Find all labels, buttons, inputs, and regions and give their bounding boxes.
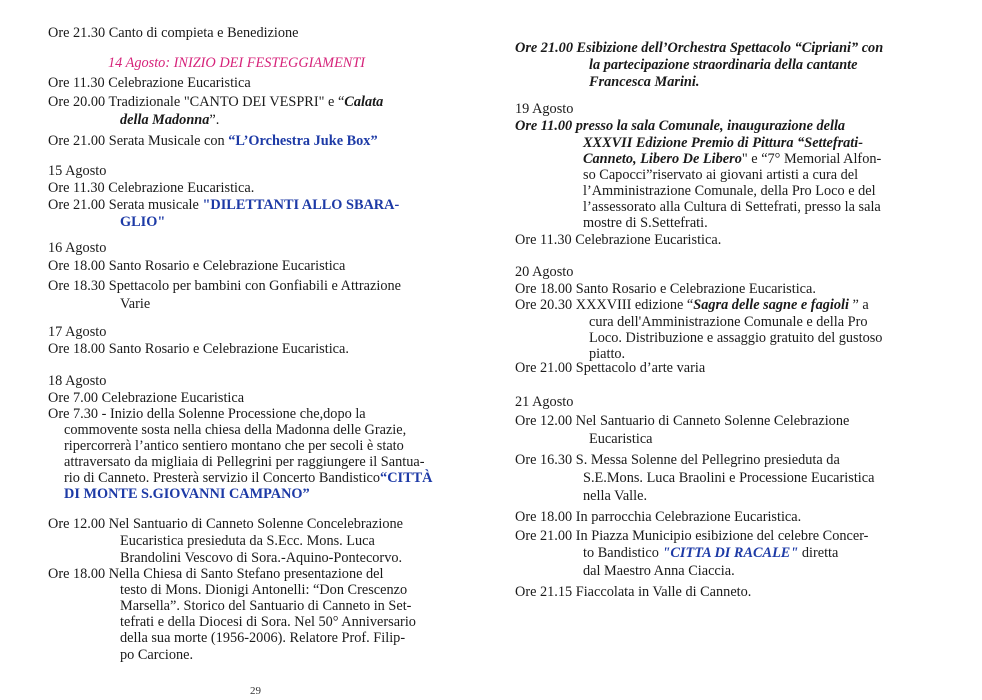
text-segment: Serata musicale: [105, 197, 203, 213]
right-text-line: [515, 232, 721, 249]
right-text-line: [583, 135, 863, 152]
right-text-line: [515, 118, 845, 135]
text-segment: po Carcione.: [120, 647, 194, 663]
text-segment: testo di Mons. Dionigi Antonelli: “Don Crescenzo: [120, 582, 408, 598]
right-text-line: [583, 470, 874, 487]
left-text-line: [64, 470, 432, 487]
text-segment: GLIO": [120, 214, 166, 230]
text-segment: Ore 11.30: [48, 180, 105, 196]
text-segment: 15 Agosto: [48, 163, 107, 179]
left-text-line: [48, 278, 401, 295]
text-segment: Ore 11.30: [48, 75, 105, 91]
left-text-line: [48, 516, 403, 533]
text-segment: Canneto, Libero De Libero: [583, 151, 742, 167]
text-segment: Francesca Marini.: [589, 74, 700, 90]
left-text-line: [120, 112, 219, 129]
text-segment: Ore 11.00 presso la sala Comunale, inaugurazione della: [515, 118, 846, 134]
text-segment: Loco. Distribuzione e assaggio gratuito del gustoso: [589, 330, 883, 346]
right-text-line: [583, 545, 838, 562]
text-segment: CANTO DEI VESPRI: [189, 94, 319, 110]
text-segment: “7° Memorial Alfon-: [761, 151, 882, 167]
text-segment: commovente sosta nella chiesa della Madonna delle Grazie,: [64, 422, 407, 438]
text-segment: Canto di compieta e Benedizione: [105, 25, 299, 41]
text-segment: Mons. Luca Braolini: [606, 470, 726, 486]
text-segment: Ore 7.30 -: [48, 406, 107, 422]
text-segment: 19 Agosto: [515, 101, 574, 117]
right-text-line: [515, 528, 868, 545]
text-segment: Ore 21.00: [515, 360, 573, 376]
text-segment: Ore 7.00: [48, 390, 99, 406]
text-segment: riservato ai giovani artisti a cura del: [652, 167, 859, 183]
text-segment: Spettacolo per bambini con Gonfiabili e Attrazione: [105, 278, 401, 294]
left-text-line: [48, 197, 399, 214]
text-segment: Ore 20.00: [48, 94, 106, 110]
left-text-line: [48, 406, 366, 423]
text-segment: S.E.: [583, 470, 607, 486]
left-text-line: [48, 94, 383, 111]
text-segment: attraversato da migliaia di Pellegrini per raggiungere il Santua-: [64, 454, 425, 470]
text-segment: Marsella”. Storico del Santuario di Canneto in Set-: [120, 598, 412, 614]
left-text-line: [120, 647, 193, 664]
text-segment: 17 Agosto: [48, 324, 107, 340]
text-segment: dal Maestro Anna Ciaccia.: [583, 563, 735, 579]
text-segment: Varie: [120, 296, 151, 312]
left-text-line: [48, 566, 384, 583]
left-text-line: [120, 214, 165, 231]
right-text-line: [583, 183, 876, 200]
left-text-line: [108, 55, 365, 72]
text-segment: Solenne Concelebrazione: [257, 516, 403, 532]
left-text-line: [120, 550, 402, 567]
left-text-line: [48, 373, 106, 390]
text-segment: Santo Rosario e Celebrazione Eucaristica.: [572, 281, 816, 297]
right-text-line: [589, 330, 882, 347]
text-segment: Spettacolo d’arte varia: [575, 360, 706, 376]
text-segment: 20 Agosto: [515, 264, 574, 280]
left-text-line: [120, 296, 150, 313]
text-segment: Processione Eucaristica: [739, 470, 875, 486]
text-segment: Ore 21.00: [48, 133, 106, 149]
text-segment: ripercorrerà l’antico sentiero montano che per secoli è stato: [64, 438, 404, 454]
page-number: 29: [250, 685, 261, 697]
right-text-line: [589, 74, 699, 91]
text-segment: l’Amministrazione Comunale, della Pro Loco e del: [583, 183, 876, 199]
text-segment: Relatore Prof. Filip-: [289, 630, 406, 646]
text-segment: Ore 12.00: [515, 413, 573, 429]
right-text-line: [515, 297, 869, 314]
right-text-line: [515, 394, 573, 411]
text-segment: Nella Chiesa di Santo Stefano presentazione del: [105, 566, 384, 582]
text-segment: Ore 16.30 S. Messa Solenne del Pellegrino: [515, 452, 761, 468]
text-segment: Sagra delle sagne e fagioli: [693, 297, 849, 313]
left-text-line: [48, 240, 106, 257]
text-segment: Vescovo di Sora.-Aquino-Pontecorvo.: [181, 550, 403, 566]
text-segment: Nel Santuario di Canneto: [105, 516, 258, 532]
right-text-line: [583, 167, 858, 184]
right-text-line: [515, 264, 573, 281]
text-segment: DI MONTE S.GIOVANNI CAMPANO”: [64, 486, 310, 502]
left-text-line: [48, 163, 106, 180]
text-segment: " e: [741, 151, 762, 167]
text-segment: presieduta da: [760, 452, 840, 468]
text-segment: cura dell'Amministrazione Comunale e della Pro: [589, 314, 868, 330]
text-segment: S.Ecc. Mons. Luca: [266, 533, 375, 549]
text-segment: to Bandistico: [583, 545, 663, 561]
left-text-line: [120, 630, 405, 647]
left-text-line: [48, 390, 244, 407]
text-segment: Ore 18.00 In parrocchia Celebrazione Eucaristica.: [515, 509, 802, 525]
text-segment: della sua morte (1956-2006).: [120, 630, 290, 646]
text-segment: Ore 18.00 Santo Rosario e Celebrazione Eucaristica: [48, 258, 346, 274]
right-text-line: [583, 215, 708, 232]
text-segment: " e “: [318, 94, 345, 110]
right-text-line: [583, 563, 735, 580]
text-segment: Ore 18.00: [48, 566, 106, 582]
text-segment: nella Valle.: [583, 488, 648, 504]
text-segment: Ore 21.00: [515, 528, 573, 544]
right-text-line: [515, 452, 840, 469]
text-segment: rio di Canneto. Presterà servizio il Concerto Bandistico: [64, 470, 381, 486]
text-segment: 21 Agosto: [515, 394, 574, 410]
text-segment: “L’Orchestra Juke Box”: [228, 133, 378, 149]
text-segment: Celebrazione Eucaristica.: [104, 180, 255, 196]
left-text-line: [64, 422, 406, 439]
left-text-line: [48, 341, 349, 358]
text-segment: ” a: [848, 297, 869, 313]
text-segment: Nel Santuario di Canneto: [572, 413, 725, 429]
text-segment: tefrati e della Diocesi di Sora. Nel 50° Anniversario: [120, 614, 416, 630]
right-text-line: [515, 584, 751, 601]
text-segment: della Madonna: [120, 112, 210, 128]
text-segment: Eucaristica: [120, 533, 184, 549]
text-segment: In Piazza Municipio esibizione del celebre Concer-: [572, 528, 869, 544]
right-text-line: [583, 199, 881, 216]
text-segment: Ore 11.30: [515, 232, 572, 248]
text-segment: 16 Agosto: [48, 240, 107, 256]
text-segment: so Capocci”: [583, 167, 653, 183]
text-segment: XXXVII Edizione Premio di Pittura “Settefrati-: [583, 135, 864, 151]
left-text-line: [48, 324, 106, 341]
right-text-line: [515, 509, 801, 526]
text-segment: presieduta da: [183, 533, 267, 549]
text-segment: Celebrazione Eucaristica.: [571, 232, 722, 248]
left-text-line: [120, 533, 375, 550]
left-text-line: [120, 582, 407, 599]
text-segment: e: [725, 470, 740, 486]
text-segment: Inizio della Solenne Processione che,dopo la: [106, 406, 366, 422]
text-segment: Ore 18.00: [48, 341, 106, 357]
left-text-line: [48, 25, 299, 42]
text-segment: Ore 21.15 Fiaccolata in Valle di Canneto.: [515, 584, 752, 600]
text-segment: “CITTÀ: [380, 470, 433, 486]
text-segment: Ore 18.30: [48, 278, 106, 294]
right-text-line: [515, 101, 573, 118]
right-text-line: [515, 40, 883, 57]
left-text-line: [120, 598, 411, 615]
text-segment: diretta: [798, 545, 839, 561]
text-segment: Santo Rosario e Celebrazione Eucaristica.: [105, 341, 349, 357]
right-text-line: [515, 360, 705, 377]
right-text-line: [589, 57, 857, 74]
text-segment: Eucaristica: [589, 431, 653, 447]
right-text-line: [515, 413, 849, 430]
text-segment: Solenne Celebrazione: [724, 413, 850, 429]
text-segment: piatto.: [589, 346, 626, 362]
text-segment: Celebrazione Eucaristica: [104, 75, 251, 91]
text-segment: Ore 21.00 Esibizione dell’Orchestra Spettacolo “Cipriani” con: [515, 40, 884, 56]
text-segment: Tradizionale ": [105, 94, 190, 110]
left-text-line: [64, 438, 404, 455]
text-segment: Ore 21.00: [48, 197, 106, 213]
text-segment: 18 Agosto: [48, 373, 107, 389]
text-segment: ”.: [209, 112, 220, 128]
text-segment: "DILETTANTI ALLO SBARA-: [202, 197, 400, 213]
text-segment: la partecipazione straordinaria della cantante: [589, 57, 858, 73]
text-segment: l’assessorato alla Cultura di Settefrati, presso la sala: [583, 199, 881, 215]
left-text-line: [48, 258, 345, 275]
left-text-line: [120, 614, 416, 631]
right-text-line: [583, 151, 881, 168]
text-segment: Serata Musicale con: [105, 133, 229, 149]
text-segment: "CITTA DI RACALE": [662, 545, 799, 561]
text-segment: Calata: [344, 94, 384, 110]
right-text-line: [583, 488, 647, 505]
left-text-line: [64, 486, 310, 503]
text-segment: Brandolini: [120, 550, 182, 566]
text-segment: 14 Agosto: INIZIO DEI FESTEGGIAMENTI: [108, 55, 366, 71]
text-segment: Celebrazione Eucaristica: [98, 390, 245, 406]
left-text-line: [48, 133, 378, 150]
text-segment: Ore 20.30: [515, 297, 573, 313]
text-segment: Ore 12.00: [48, 516, 106, 532]
text-segment: XXXVIII edizione “: [572, 297, 694, 313]
left-text-line: [48, 75, 251, 92]
text-segment: Ore 21.30: [48, 25, 106, 41]
left-text-line: [64, 454, 424, 471]
right-text-line: [589, 314, 868, 331]
text-segment: Ore 18.00: [515, 281, 573, 297]
left-text-line: [48, 180, 254, 197]
right-text-line: [515, 281, 816, 298]
right-text-line: [589, 431, 653, 448]
text-segment: mostre di S.Settefrati.: [583, 215, 708, 231]
